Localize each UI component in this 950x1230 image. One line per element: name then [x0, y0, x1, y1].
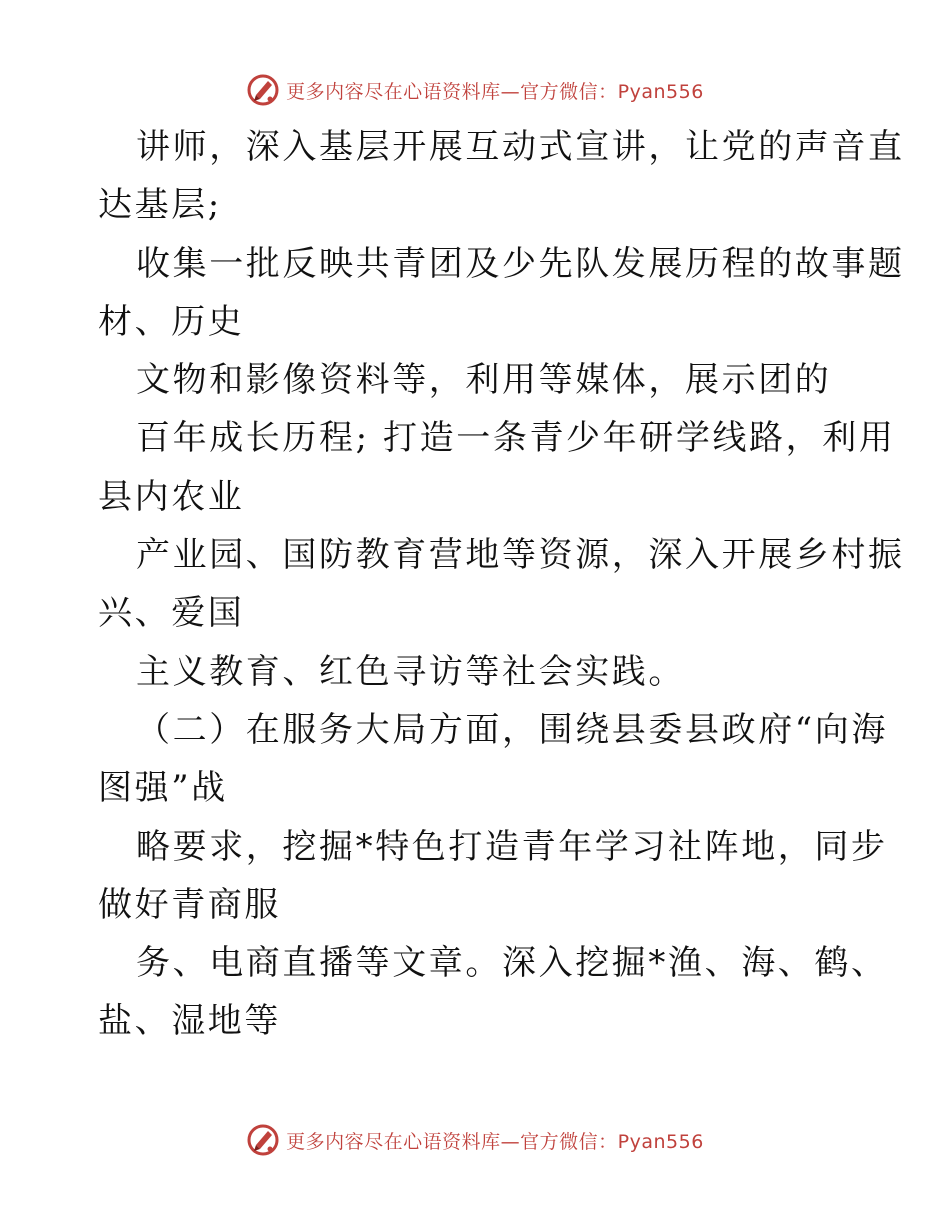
- paragraph-line: （二）在服务大局方面，围绕县委县政府“向海: [136, 709, 888, 750]
- watermark-prefix: 更多内容尽在心语资料库: [286, 1130, 501, 1153]
- watermark-text: [286, 77, 704, 104]
- header-watermark: [0, 70, 950, 110]
- paragraph-line: 主义教育、红色寻访等社会实践。: [136, 651, 685, 692]
- paragraph-line: 做好青商服: [98, 884, 281, 925]
- watermark-suffix: 官方微信：Pyan556: [520, 80, 704, 103]
- paragraph-line: 县内农业: [98, 476, 245, 517]
- watermark-dash: —: [500, 1130, 521, 1153]
- document-body: [98, 118, 905, 1051]
- paragraph-line: 达基层;: [98, 185, 222, 226]
- paragraph-line: 产业园、国防教育营地等资源，深入开展乡村振: [136, 535, 905, 576]
- paragraph-line: 文物和影像资料等，利用等媒体，展示团的: [136, 360, 832, 401]
- paragraph-line: 百年成长历程; 打造一条青少年研学线路，利用: [136, 418, 896, 459]
- watermark-dash: —: [500, 80, 521, 103]
- paragraph-line: 讲师，深入基层开展互动式宣讲，让党的声音直: [136, 127, 905, 167]
- paragraph-line: 收集一批反映共青团及少先队发展历程的故事题: [136, 243, 905, 284]
- pen-seal-logo-icon: [246, 1123, 280, 1157]
- paragraph-line: 兴、爱国: [98, 593, 245, 634]
- footer-watermark: [0, 1120, 950, 1160]
- watermark-suffix: 官方微信：Pyan556: [520, 1130, 704, 1153]
- paragraph-line: 务、电商直播等文章。深入挖掘*渔、海、鹤、: [136, 943, 888, 984]
- paragraph-line: 图强”战: [98, 768, 228, 809]
- paragraph-line: 盐、湿地等: [98, 1001, 281, 1042]
- paragraph-line: 材、历史: [98, 301, 245, 342]
- pen-seal-logo-icon: [246, 73, 280, 107]
- watermark-prefix: 更多内容尽在心语资料库: [286, 80, 501, 103]
- watermark-text: [286, 1127, 704, 1154]
- paragraph-line: 略要求，挖掘*特色打造青年学习社阵地，同步: [136, 826, 888, 867]
